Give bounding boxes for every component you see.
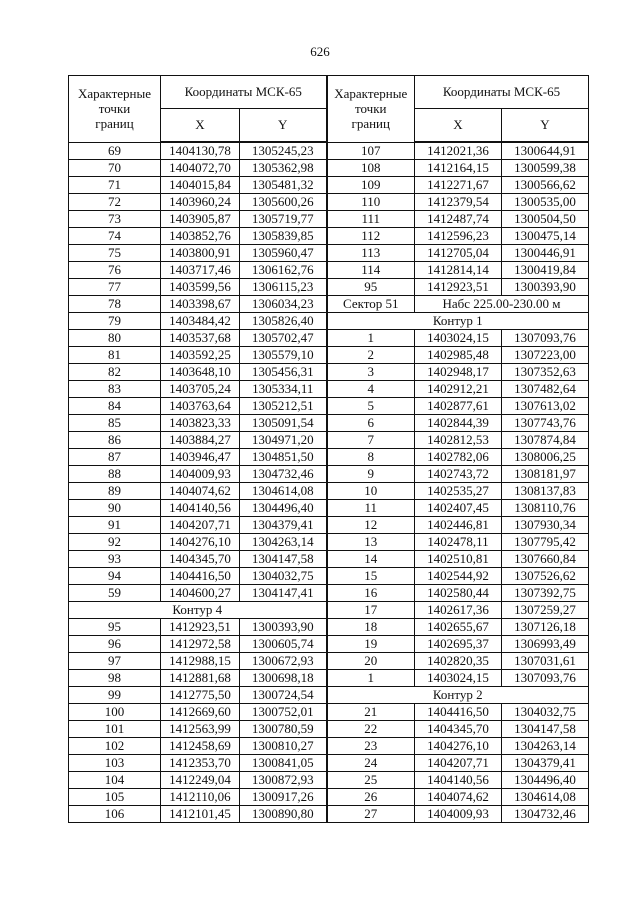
x-coordinate-cell-right: 1412596,23 [415,228,502,245]
point-number-cell-right: 111 [327,211,415,228]
contour-label-right: Контур 1 [327,313,589,330]
table-row [69,279,589,296]
x-coordinate-cell-right: 1404074,62 [415,789,502,806]
x-coordinate-cell-left: 1412669,60 [161,704,240,721]
y-coordinate-cell-left: 1300672,93 [240,653,327,670]
point-number-cell-right: 17 [327,602,415,619]
point-number-cell-right: 5 [327,398,415,415]
point-number-cell-left: 80 [69,330,161,347]
table-row [69,483,589,500]
y-coordinate-cell-left: 1305719,77 [240,211,327,228]
y-coordinate-cell-left: 1305212,51 [240,398,327,415]
point-number-cell-right: 114 [327,262,415,279]
point-number-cell-left: 70 [69,160,161,177]
point-number-cell-right: 22 [327,721,415,738]
point-number-cell-left: 89 [69,483,161,500]
y-coordinate-cell-left: 1306115,23 [240,279,327,296]
y-coordinate-cell-right: 1307795,42 [502,534,589,551]
y-coordinate-cell-right: 1308110,76 [502,500,589,517]
x-coordinate-cell-right: 1402743,72 [415,466,502,483]
table-row [69,347,589,364]
x-coordinate-cell-left: 1403705,24 [161,381,240,398]
table-row [69,313,589,330]
point-number-cell-right: 107 [327,142,415,160]
x-coordinate-cell-left: 1403537,68 [161,330,240,347]
point-number-cell-right: 110 [327,194,415,211]
point-number-cell-right: 10 [327,483,415,500]
x-coordinate-cell-left: 1412249,04 [161,772,240,789]
point-number-cell-right: 19 [327,636,415,653]
table-row [69,296,589,313]
table-row [69,738,589,755]
sector-label-right: Сектор 51 [327,296,415,313]
point-number-cell-left: 73 [69,211,161,228]
point-number-cell-left: 72 [69,194,161,211]
y-coordinate-cell-left: 1300810,27 [240,738,327,755]
y-coordinate-cell-left: 1306162,76 [240,262,327,279]
point-number-cell-left: 84 [69,398,161,415]
x-coordinate-cell-right: 1402695,37 [415,636,502,653]
y-coordinate-cell-left: 1304851,50 [240,449,327,466]
y-coordinate-cell-right: 1304732,46 [502,806,589,823]
x-coordinate-cell-right: 1402580,44 [415,585,502,602]
table-row [69,772,589,789]
point-number-cell-left: 95 [69,619,161,636]
y-coordinate-cell-right: 1308137,83 [502,483,589,500]
x-coordinate-cell-left: 1404074,62 [161,483,240,500]
y-coordinate-cell-left: 1305245,23 [240,142,327,160]
x-coordinate-cell-right: 1404009,93 [415,806,502,823]
y-coordinate-cell-left: 1300698,18 [240,670,327,687]
point-number-cell-right: 8 [327,449,415,466]
boundary-points-header-line2: точки [98,101,131,117]
y-coordinate-cell-left: 1304496,40 [240,500,327,517]
y-coordinate-cell-right: 1304496,40 [502,772,589,789]
table-row [69,177,589,194]
y-coordinate-cell-right: 1306993,49 [502,636,589,653]
x-coordinate-cell-left: 1412988,15 [161,653,240,670]
boundary-points-header-line1: Характерные [78,86,151,102]
y-coordinate-cell-right: 1304614,08 [502,789,589,806]
y-coordinate-cell-left: 1304263,14 [240,534,327,551]
x-coordinate-cell-left: 1412101,45 [161,806,240,823]
point-number-cell-right: 26 [327,789,415,806]
x-coordinate-cell-left: 1404015,84 [161,177,240,194]
x-coordinate-cell-left: 1412110,06 [161,789,240,806]
table-row [69,806,589,823]
table-row [69,330,589,347]
point-number-cell-left: 92 [69,534,161,551]
table-row [69,585,589,602]
x-coordinate-cell-right: 1402446,81 [415,517,502,534]
table-row [69,211,589,228]
x-coordinate-cell-right: 1412271,67 [415,177,502,194]
x-coordinate-cell-left: 1403905,87 [161,211,240,228]
table-row [69,432,589,449]
y-coordinate-cell-right: 1307093,76 [502,670,589,687]
x-coordinate-cell-right: 1412487,74 [415,211,502,228]
point-number-cell-left: 88 [69,466,161,483]
x-coordinate-cell-right: 1412705,04 [415,245,502,262]
x-coordinate-cell-left: 1412972,58 [161,636,240,653]
table-row [69,687,589,704]
table-row [69,653,589,670]
x-coordinate-cell-right: 1404276,10 [415,738,502,755]
point-number-cell-right: 112 [327,228,415,245]
point-number-cell-left: 87 [69,449,161,466]
boundary-points-header-left [69,76,161,143]
point-number-cell-left: 100 [69,704,161,721]
y-coordinate-cell-left: 1304732,46 [240,466,327,483]
x-coordinate-cell-left: 1404276,10 [161,534,240,551]
point-number-cell-left: 94 [69,568,161,585]
table-row [69,194,589,211]
contour-label-left: Контур 4 [69,602,327,619]
x-coordinate-cell-left: 1403884,27 [161,432,240,449]
y-coordinate-cell-left: 1305362,98 [240,160,327,177]
y-coordinate-cell-right: 1307031,61 [502,653,589,670]
point-number-cell-right: 20 [327,653,415,670]
point-number-cell-left: 76 [69,262,161,279]
y-coordinate-cell-left: 1300752,01 [240,704,327,721]
point-number-cell-right: 113 [327,245,415,262]
y-coordinate-cell-left: 1300872,93 [240,772,327,789]
x-coordinate-cell-right: 1403024,15 [415,330,502,347]
y-coordinate-cell-right: 1304379,41 [502,755,589,772]
y-coordinate-cell-left: 1300917,26 [240,789,327,806]
y-coordinate-cell-left: 1305579,10 [240,347,327,364]
x-coordinate-cell-left: 1403800,91 [161,245,240,262]
point-number-cell-left: 69 [69,142,161,160]
x-coordinate-cell-right: 1412923,51 [415,279,502,296]
y-coordinate-cell-right: 1304032,75 [502,704,589,721]
x-coordinate-cell-left: 1403717,46 [161,262,240,279]
y-coordinate-cell-left: 1300890,80 [240,806,327,823]
y-column-header-right: Y [502,109,589,143]
y-coordinate-cell-right: 1300504,50 [502,211,589,228]
table-row [69,500,589,517]
x-coordinate-cell-right: 1404416,50 [415,704,502,721]
x-coordinate-cell-left: 1412563,99 [161,721,240,738]
table-row [69,721,589,738]
point-number-cell-right: 4 [327,381,415,398]
x-coordinate-cell-right: 1402948,17 [415,364,502,381]
contour-label-right: Контур 2 [327,687,589,704]
x-coordinate-cell-right: 1402535,27 [415,483,502,500]
table-row [69,602,589,619]
y-coordinate-cell-left: 1304147,58 [240,551,327,568]
boundary-points-header-line3: границ [351,116,390,132]
y-coordinate-cell-left: 1304971,20 [240,432,327,449]
point-number-cell-left: 98 [69,670,161,687]
point-number-cell-left: 75 [69,245,161,262]
point-number-cell-right: 95 [327,279,415,296]
x-coordinate-cell-left: 1403398,67 [161,296,240,313]
point-number-cell-right: 6 [327,415,415,432]
point-number-cell-left: 81 [69,347,161,364]
y-coordinate-cell-left: 1300841,05 [240,755,327,772]
y-coordinate-cell-left: 1304614,08 [240,483,327,500]
x-coordinate-cell-right: 1402912,21 [415,381,502,398]
point-number-cell-left: 59 [69,585,161,602]
y-coordinate-cell-right: 1307874,84 [502,432,589,449]
y-coordinate-cell-left: 1306034,23 [240,296,327,313]
point-number-cell-left: 79 [69,313,161,330]
x-coordinate-cell-right: 1402985,48 [415,347,502,364]
x-coordinate-cell-left: 1403946,47 [161,449,240,466]
point-number-cell-left: 91 [69,517,161,534]
point-number-cell-right: 2 [327,347,415,364]
point-number-cell-left: 86 [69,432,161,449]
table-row [69,262,589,279]
point-number-cell-right: 16 [327,585,415,602]
y-coordinate-cell-left: 1305334,11 [240,381,327,398]
x-coordinate-cell-left: 1404130,78 [161,142,240,160]
y-coordinate-cell-left: 1300605,74 [240,636,327,653]
point-number-cell-right: 109 [327,177,415,194]
x-coordinate-cell-left: 1404345,70 [161,551,240,568]
x-coordinate-cell-left: 1403852,76 [161,228,240,245]
boundary-points-header-line3: границ [95,116,134,132]
table-body [69,142,589,823]
y-coordinate-cell-right: 1300644,91 [502,142,589,160]
x-coordinate-cell-left: 1404009,93 [161,466,240,483]
x-coordinate-cell-right: 1402544,92 [415,568,502,585]
table-row [69,636,589,653]
point-number-cell-left: 90 [69,500,161,517]
x-coordinate-cell-right: 1402478,11 [415,534,502,551]
y-coordinate-cell-left: 1305481,32 [240,177,327,194]
table-row [69,381,589,398]
y-coordinate-cell-left: 1305600,26 [240,194,327,211]
coordinates-header-right: Координаты МСК-65 [415,76,589,109]
table-row [69,619,589,636]
y-coordinate-cell-right: 1307613,02 [502,398,589,415]
y-coordinate-cell-right: 1307526,62 [502,568,589,585]
table-row [69,466,589,483]
x-coordinate-cell-left: 1403599,56 [161,279,240,296]
y-coordinate-cell-right: 1300566,62 [502,177,589,194]
x-coordinate-cell-left: 1403960,24 [161,194,240,211]
table-row [69,755,589,772]
x-coordinate-cell-right: 1402510,81 [415,551,502,568]
point-number-cell-right: 25 [327,772,415,789]
y-coordinate-cell-right: 1300475,14 [502,228,589,245]
table-row [69,534,589,551]
point-number-cell-left: 99 [69,687,161,704]
y-coordinate-cell-left: 1305960,47 [240,245,327,262]
x-coordinate-cell-right: 1404140,56 [415,772,502,789]
y-coordinate-cell-right: 1308181,97 [502,466,589,483]
x-column-header-left: X [161,109,240,143]
point-number-cell-left: 82 [69,364,161,381]
y-coordinate-cell-right: 1307259,27 [502,602,589,619]
point-number-cell-right: 12 [327,517,415,534]
x-coordinate-cell-right: 1402844,39 [415,415,502,432]
table-row [69,398,589,415]
table-row [69,517,589,534]
x-coordinate-cell-left: 1412353,70 [161,755,240,772]
boundary-points-header-line1: Характерные [334,86,408,102]
y-coordinate-cell-right: 1307223,00 [502,347,589,364]
x-coordinate-cell-right: 1404207,71 [415,755,502,772]
x-coordinate-cell-left: 1403648,10 [161,364,240,381]
x-coordinate-cell-right: 1404345,70 [415,721,502,738]
y-coordinate-cell-right: 1308006,25 [502,449,589,466]
x-coordinate-cell-left: 1412923,51 [161,619,240,636]
x-coordinate-cell-left: 1403823,33 [161,415,240,432]
table-row [69,228,589,245]
y-coordinate-cell-right: 1300419,84 [502,262,589,279]
y-coordinate-cell-right: 1307482,64 [502,381,589,398]
coordinates-header-left: Координаты МСК-65 [161,76,327,109]
y-coordinate-cell-left: 1305456,31 [240,364,327,381]
point-number-cell-left: 71 [69,177,161,194]
table-row [69,789,589,806]
point-number-cell-right: 7 [327,432,415,449]
y-coordinate-cell-right: 1307743,76 [502,415,589,432]
x-coordinate-cell-left: 1412458,69 [161,738,240,755]
x-coordinate-cell-left: 1403484,42 [161,313,240,330]
y-coordinate-cell-right: 1307392,75 [502,585,589,602]
table-row [69,415,589,432]
y-coordinate-cell-left: 1304032,75 [240,568,327,585]
x-coordinate-cell-left: 1404140,56 [161,500,240,517]
y-coordinate-cell-right: 1300535,00 [502,194,589,211]
table-row [69,704,589,721]
point-number-cell-right: 9 [327,466,415,483]
table-row [69,142,589,160]
point-number-cell-left: 106 [69,806,161,823]
y-coordinate-cell-left: 1305826,40 [240,313,327,330]
x-coordinate-cell-right: 1402407,45 [415,500,502,517]
point-number-cell-right: 1 [327,670,415,687]
point-number-cell-left: 104 [69,772,161,789]
x-coordinate-cell-right: 1402820,35 [415,653,502,670]
y-coordinate-cell-right: 1307352,63 [502,364,589,381]
height-range-right: Набс 225.00-230.00 м [415,296,589,313]
x-coordinate-cell-right: 1412164,15 [415,160,502,177]
point-number-cell-right: 15 [327,568,415,585]
x-coordinate-cell-right: 1412021,36 [415,142,502,160]
x-coordinate-cell-right: 1402877,61 [415,398,502,415]
y-coordinate-cell-right: 1300599,38 [502,160,589,177]
point-number-cell-left: 78 [69,296,161,313]
x-coordinate-cell-right: 1402617,36 [415,602,502,619]
point-number-cell-left: 97 [69,653,161,670]
point-number-cell-right: 23 [327,738,415,755]
table-row [69,670,589,687]
point-number-cell-left: 101 [69,721,161,738]
point-number-cell-left: 103 [69,755,161,772]
table-row [69,364,589,381]
point-number-cell-right: 11 [327,500,415,517]
boundary-points-header-line2: точки [355,101,387,117]
point-number-cell-left: 105 [69,789,161,806]
table-header [69,76,589,143]
x-coordinate-cell-left: 1403592,25 [161,347,240,364]
y-coordinate-cell-left: 1300780,59 [240,721,327,738]
y-coordinate-cell-left: 1300393,90 [240,619,327,636]
point-number-cell-left: 96 [69,636,161,653]
y-coordinate-cell-right: 1300446,91 [502,245,589,262]
table-row [69,160,589,177]
point-number-cell-right: 24 [327,755,415,772]
x-coordinate-cell-left: 1412881,68 [161,670,240,687]
point-number-cell-right: 1 [327,330,415,347]
table-row [69,449,589,466]
x-coordinate-cell-left: 1404600,27 [161,585,240,602]
x-coordinate-cell-right: 1402812,53 [415,432,502,449]
point-number-cell-left: 102 [69,738,161,755]
point-number-cell-right: 108 [327,160,415,177]
y-coordinate-cell-left: 1300724,54 [240,687,327,704]
point-number-cell-right: 27 [327,806,415,823]
x-coordinate-cell-right: 1412379,54 [415,194,502,211]
x-coordinate-cell-left: 1404416,50 [161,568,240,585]
x-coordinate-cell-left: 1404207,71 [161,517,240,534]
y-coordinate-cell-right: 1304147,58 [502,721,589,738]
y-coordinate-cell-left: 1304147,41 [240,585,327,602]
y-coordinate-cell-right: 1307093,76 [502,330,589,347]
point-number-cell-left: 77 [69,279,161,296]
x-coordinate-cell-right: 1402655,67 [415,619,502,636]
point-number-cell-left: 93 [69,551,161,568]
y-column-header-left: Y [240,109,327,143]
y-coordinate-cell-left: 1305702,47 [240,330,327,347]
table-row [69,568,589,585]
point-number-cell-right: 21 [327,704,415,721]
point-number-cell-left: 85 [69,415,161,432]
y-coordinate-cell-left: 1305839,85 [240,228,327,245]
boundary-points-header-right [327,76,415,143]
y-coordinate-cell-right: 1307930,34 [502,517,589,534]
point-number-cell-right: 13 [327,534,415,551]
x-coordinate-cell-left: 1412775,50 [161,687,240,704]
point-number-cell-right: 18 [327,619,415,636]
point-number-cell-right: 3 [327,364,415,381]
point-number-cell-left: 83 [69,381,161,398]
y-coordinate-cell-right: 1307660,84 [502,551,589,568]
table-row [69,245,589,262]
x-coordinate-cell-right: 1412814,14 [415,262,502,279]
point-number-cell-right: 14 [327,551,415,568]
x-coordinate-cell-right: 1402782,06 [415,449,502,466]
table-row [69,551,589,568]
x-column-header-right: X [415,109,502,143]
y-coordinate-cell-right: 1304263,14 [502,738,589,755]
x-coordinate-cell-right: 1403024,15 [415,670,502,687]
y-coordinate-cell-right: 1307126,18 [502,619,589,636]
point-number-cell-left: 74 [69,228,161,245]
y-coordinate-cell-left: 1304379,41 [240,517,327,534]
x-coordinate-cell-left: 1403763,64 [161,398,240,415]
y-coordinate-cell-right: 1300393,90 [502,279,589,296]
x-coordinate-cell-left: 1404072,70 [161,160,240,177]
y-coordinate-cell-left: 1305091,54 [240,415,327,432]
page-number: 626 [310,44,330,59]
coordinates-table [68,75,589,823]
